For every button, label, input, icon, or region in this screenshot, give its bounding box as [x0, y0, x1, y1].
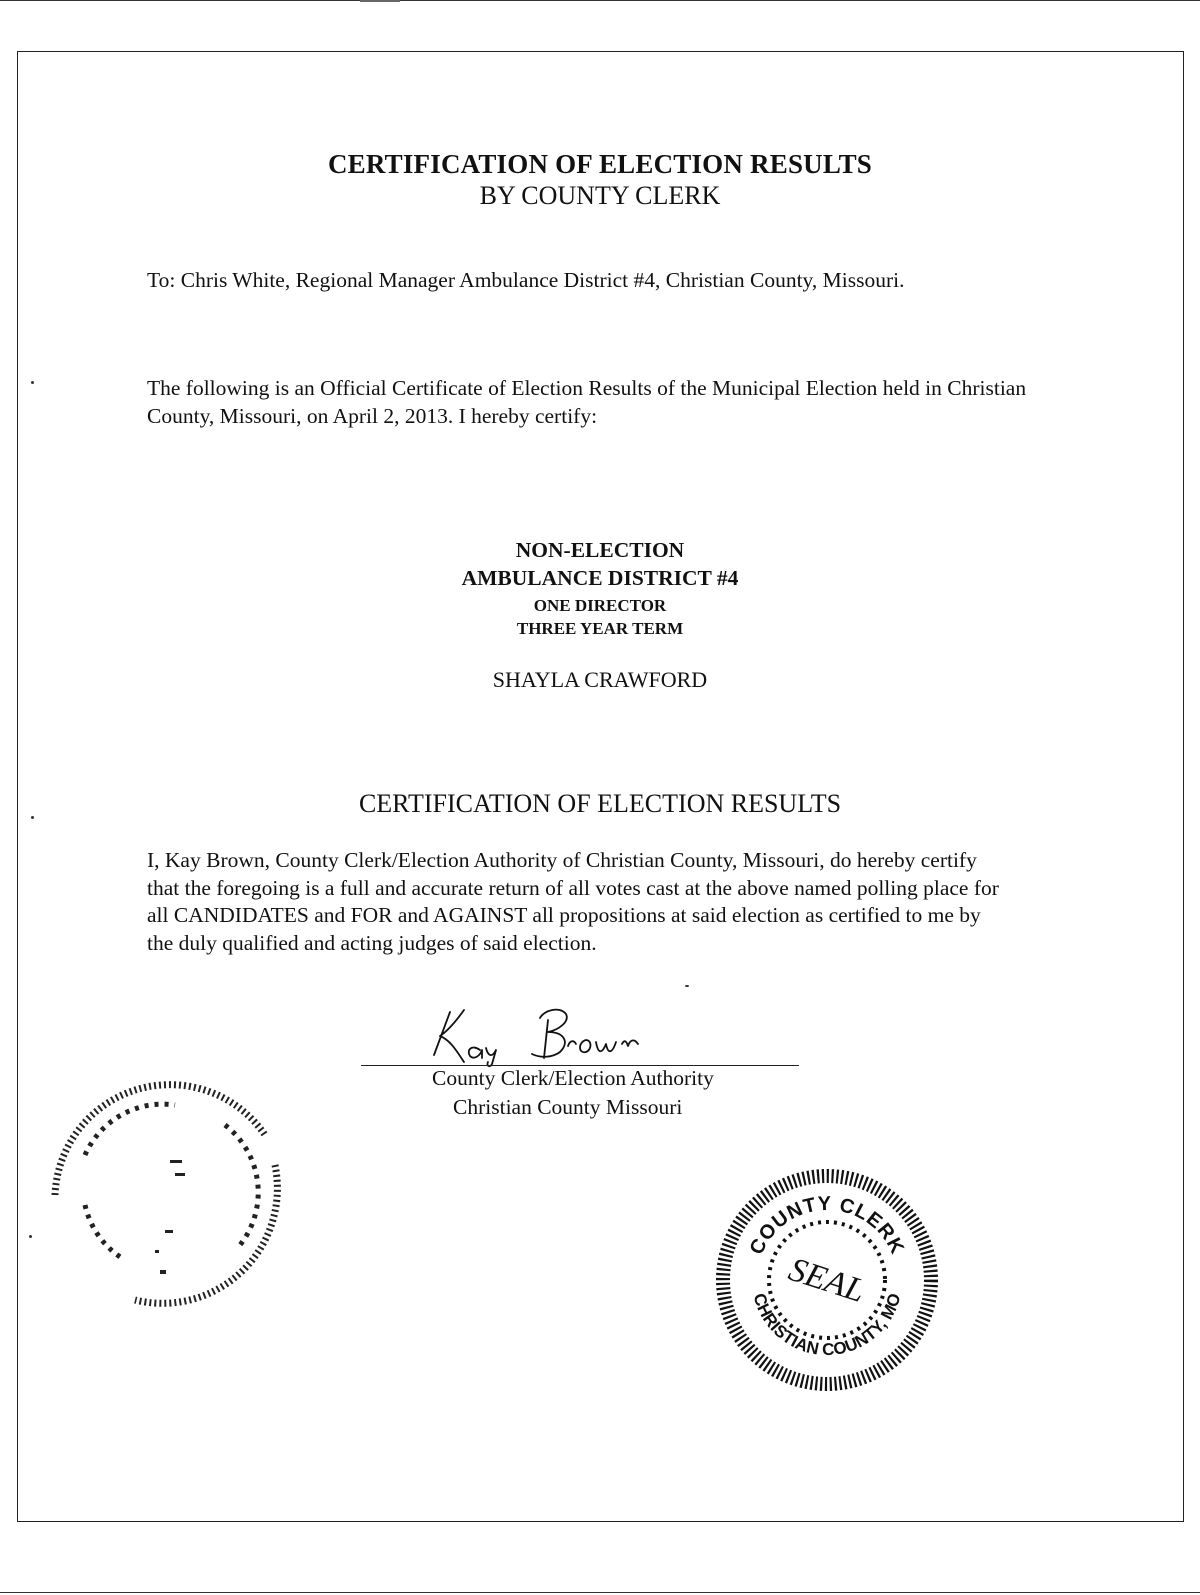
candidate-name: SHAYLA CRAWFORD: [492, 667, 708, 692]
intro-paragraph: The following is an Official Certificate of Election Results of the Municipal Election held in Christian County, Missouri, on April 2, 2013. I hereby certify:: [147, 376, 1027, 428]
county-clerk-seal-image: [712, 1165, 942, 1395]
seal-bottom-text: CHRISTIAN COUNTY, MO: [749, 1291, 905, 1360]
signature-image: [420, 1000, 700, 1070]
document-subtitle: BY COUNTY CLERK: [479, 181, 721, 210]
certification-heading: CERTIFICATION OF ELECTION RESULTS: [358, 789, 842, 818]
top-edge-mark: [360, 0, 400, 2]
scan-speck: [685, 985, 689, 987]
signer-title: County Clerk/Election Authority: [432, 1066, 714, 1090]
contest-seats: ONE DIRECTOR: [533, 596, 667, 615]
signer-county: Christian County Missouri: [453, 1095, 683, 1119]
embossed-seal-image: [25, 1045, 305, 1315]
top-edge-rule: [0, 0, 1200, 1]
seal-center-text: SEAL: [784, 1250, 870, 1311]
seal-top-text: COUNTY CLERK: [745, 1192, 909, 1259]
document-title: CERTIFICATION OF ELECTION RESULTS: [327, 149, 873, 179]
bottom-edge-rule: [0, 1592, 1200, 1593]
scan-speck: [31, 381, 34, 384]
contest-status: NON-ELECTION: [515, 538, 685, 562]
certification-body: I, Kay Brown, County Clerk/Election Authority of Christian County, Missouri, do hereby certify that the foregoing is a full and accurate return of all votes cast at the above named polling place for all CANDIDATES and FOR and AGAINST all propositions at said election as certified to me by the duly qualified and acting judges of said election.: [147, 848, 999, 955]
addressee-line: To: Chris White, Regional Manager Ambulance District #4, Christian County, Missouri.: [147, 268, 905, 292]
contest-district: AMBULANCE DISTRICT #4: [461, 566, 739, 590]
contest-term: THREE YEAR TERM: [516, 619, 684, 638]
